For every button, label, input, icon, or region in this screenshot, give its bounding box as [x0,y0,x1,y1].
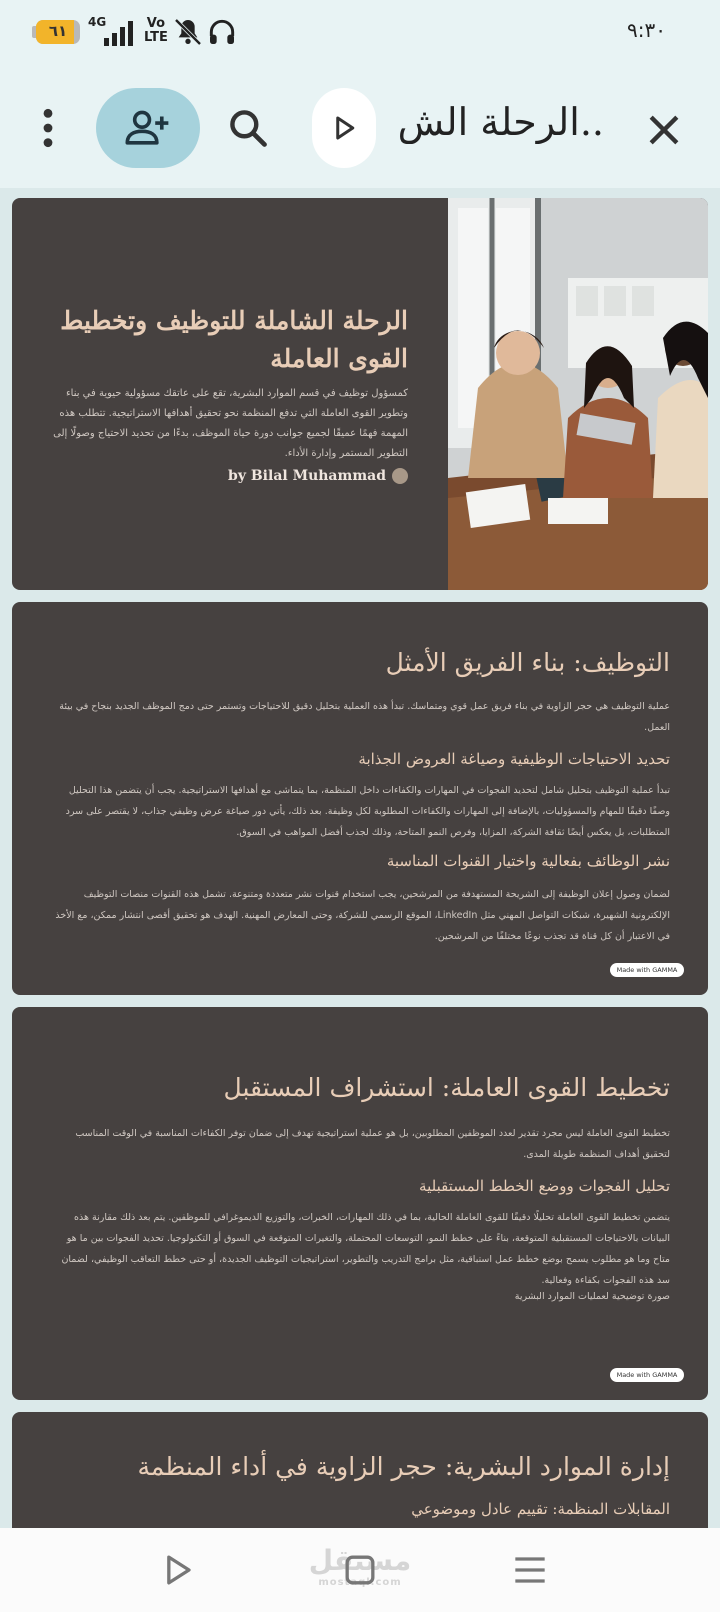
subsection-title: تحليل الفجوات ووضع الخطط المستقبلية [419,1177,670,1195]
subsection-title: تحديد الاحتياجات الوظيفية وصياغة العروض الجذابة [358,750,670,768]
battery-icon [36,20,80,44]
volte-indicator: Vo LTE [144,16,168,45]
add-user-button[interactable] [96,88,200,168]
play-icon [329,113,359,143]
made-with-gamma-badge[interactable]: Made with GAMMA [610,963,684,977]
subsection-title: نشر الوظائف بفعالية واختيار القنوات المناسبة [386,852,670,870]
document-title: الرحلة الش.. [397,100,604,144]
play-outline-icon[interactable] [156,1548,200,1592]
hero-description: كمسؤول توظيف في قسم الموارد البشرية، تقع على عاتقك مسؤولية حيوية في بناء وتطوير القوى العاملة التي تدفع المنظمة نحو تحقيق أهدافها الاستراتيجية. تتطلب هذه المهمة فهمًا عميقًا لجميع جوانب دورة حياة الموظف، بدءًا من تحديد الاحتياج وصولًا إلى التطوير المستمر وإدارة الأداء. [53,388,408,459]
slide-title [12,198,708,590]
author-avatar [392,468,408,484]
subsection-text: لضمان وصول إعلان الوظيفة إلى الشريحة المستهدفة من المرشحين، يجب استخدام قنوات نشر متعددة ومتنوعة. تشمل هذه القنوات منصات التوظيف الإلكترونية الشهيرة، شبكات التواصل المهني مثل LinkedIn، الموقع الرسمي للشركة، وحتى المعارض المهنية. الهدف هو تحقيق أقصى انتشار ممكن، مع الأخذ في الاعتبار أن كل قناة قد تجذب نوعًا مختلفًا من المرشحين. [55,889,670,942]
section-title: إدارة الموارد البشرية: حجر الزاوية في أداء المنظمة [137,1452,670,1481]
close-icon[interactable] [642,108,686,152]
watermark-domain: mostaql.com [318,1577,402,1588]
image-caption: صورة توضيحية لعمليات الموارد البشرية [514,1291,670,1302]
headphones-icon [206,16,238,48]
author-line [52,468,408,484]
status-bar [0,0,720,66]
home-square-icon[interactable] [338,1548,382,1592]
section-intro: عملية التوظيف هي حجر الزاوية في بناء فريق عمل قوي ومتماسك. تبدأ هذه العملية بتحليل دقيق للاحتياجات وتستمر حتى دمج الموظف الجديد بنجاح في بيئة العمل. [59,701,670,733]
subsection-title: المقابلات المنظمة: تقييم عادل وموضوعي [411,1500,670,1518]
play-button[interactable] [312,88,376,168]
clock: ٩:٣٠ [627,18,666,42]
slide-recruitment [12,602,708,995]
more-vert-icon[interactable] [36,106,60,150]
office-team-photo [448,198,708,590]
slide-workforce-planning [12,1007,708,1400]
made-with-gamma-badge[interactable]: Made with GAMMA [610,1368,684,1382]
mute-icon [172,16,204,48]
section-title: تخطيط القوى العاملة: استشراف المستقبل [223,1073,670,1102]
network-type: 4G [88,15,107,29]
subsection-text: يتضمن تخطيط القوى العاملة تحليلًا دقيقًا للقوى العاملة الحالية، بما في ذلك المهارات، الخبرات، والتوزيع الديموغرافي للموظفين. يتم بعد ذلك مقارنة هذه البيانات بالاحتياجات المستقبلية المتوقعة، بناءً على خطط النمو، التوسعات المحتملة، والتغيرات المتوقعة في السوق أو التكنولوجيا. تحديد الفجوات بين ما هو متاح وما هو مطلوب يسمح بوضع خطط عمل استباقية، مثل برامج التدريب والتطوير، استراتيجيات التوظيف الجديدة، أو حتى خطط التعاقب الوظيفي، لضمان سد هذه الفجوات بكفاءة وفعالية. [61,1212,670,1286]
subsection-text: تبدأ عملية التوظيف بتحليل شامل لتحديد الفجوات في المهارات والكفاءات داخل المنظمة، بما يتماشى مع أهدافها الاستراتيجية. يجب أن يتضمن هذا التحليل وصفًا دقيقًا للمهام والمسؤوليات، بالإضافة إلى المهارات والكفاءات المطلوبة لكل وظيفة. بعد ذلك، يأتي دور صياغة عرض وظيفي جذاب، لا يقتصر على سرد المتطلبات، بل يعكس أيضًا ثقافة الشركة، المزايا، وفرص النمو المتاحة، وذلك لجذب أفضل المواهب في السوق. [65,785,670,838]
hero-title: الرحلة الشاملة للتوظيف وتخطيط القوى العاملة [60,306,408,373]
section-title: التوظيف: بناء الفريق الأمثل [385,648,670,677]
presentation-viewer[interactable] [0,188,720,1528]
add-user-icon [124,108,170,148]
watermark-text: مستقل [308,1544,412,1577]
author-name: by Bilal Muhammad [228,468,386,484]
signal-icon [104,20,134,46]
menu-lines-icon[interactable] [508,1548,552,1592]
hero-text-block [52,302,408,484]
search-icon[interactable] [226,106,270,150]
slide-hr-management [12,1412,708,1528]
section-intro: تخطيط القوى العاملة ليس مجرد تقدير لعدد الموظفين المطلوبين، بل هو عملية استراتيجية تهدف إلى ضمان توفر الكفاءات المناسبة في الوقت المناسب لتحقيق أهداف المنظمة طويلة المدى. [75,1128,670,1160]
bottom-navigation-bar [0,1528,720,1612]
battery-level: ٦١ [48,22,68,40]
